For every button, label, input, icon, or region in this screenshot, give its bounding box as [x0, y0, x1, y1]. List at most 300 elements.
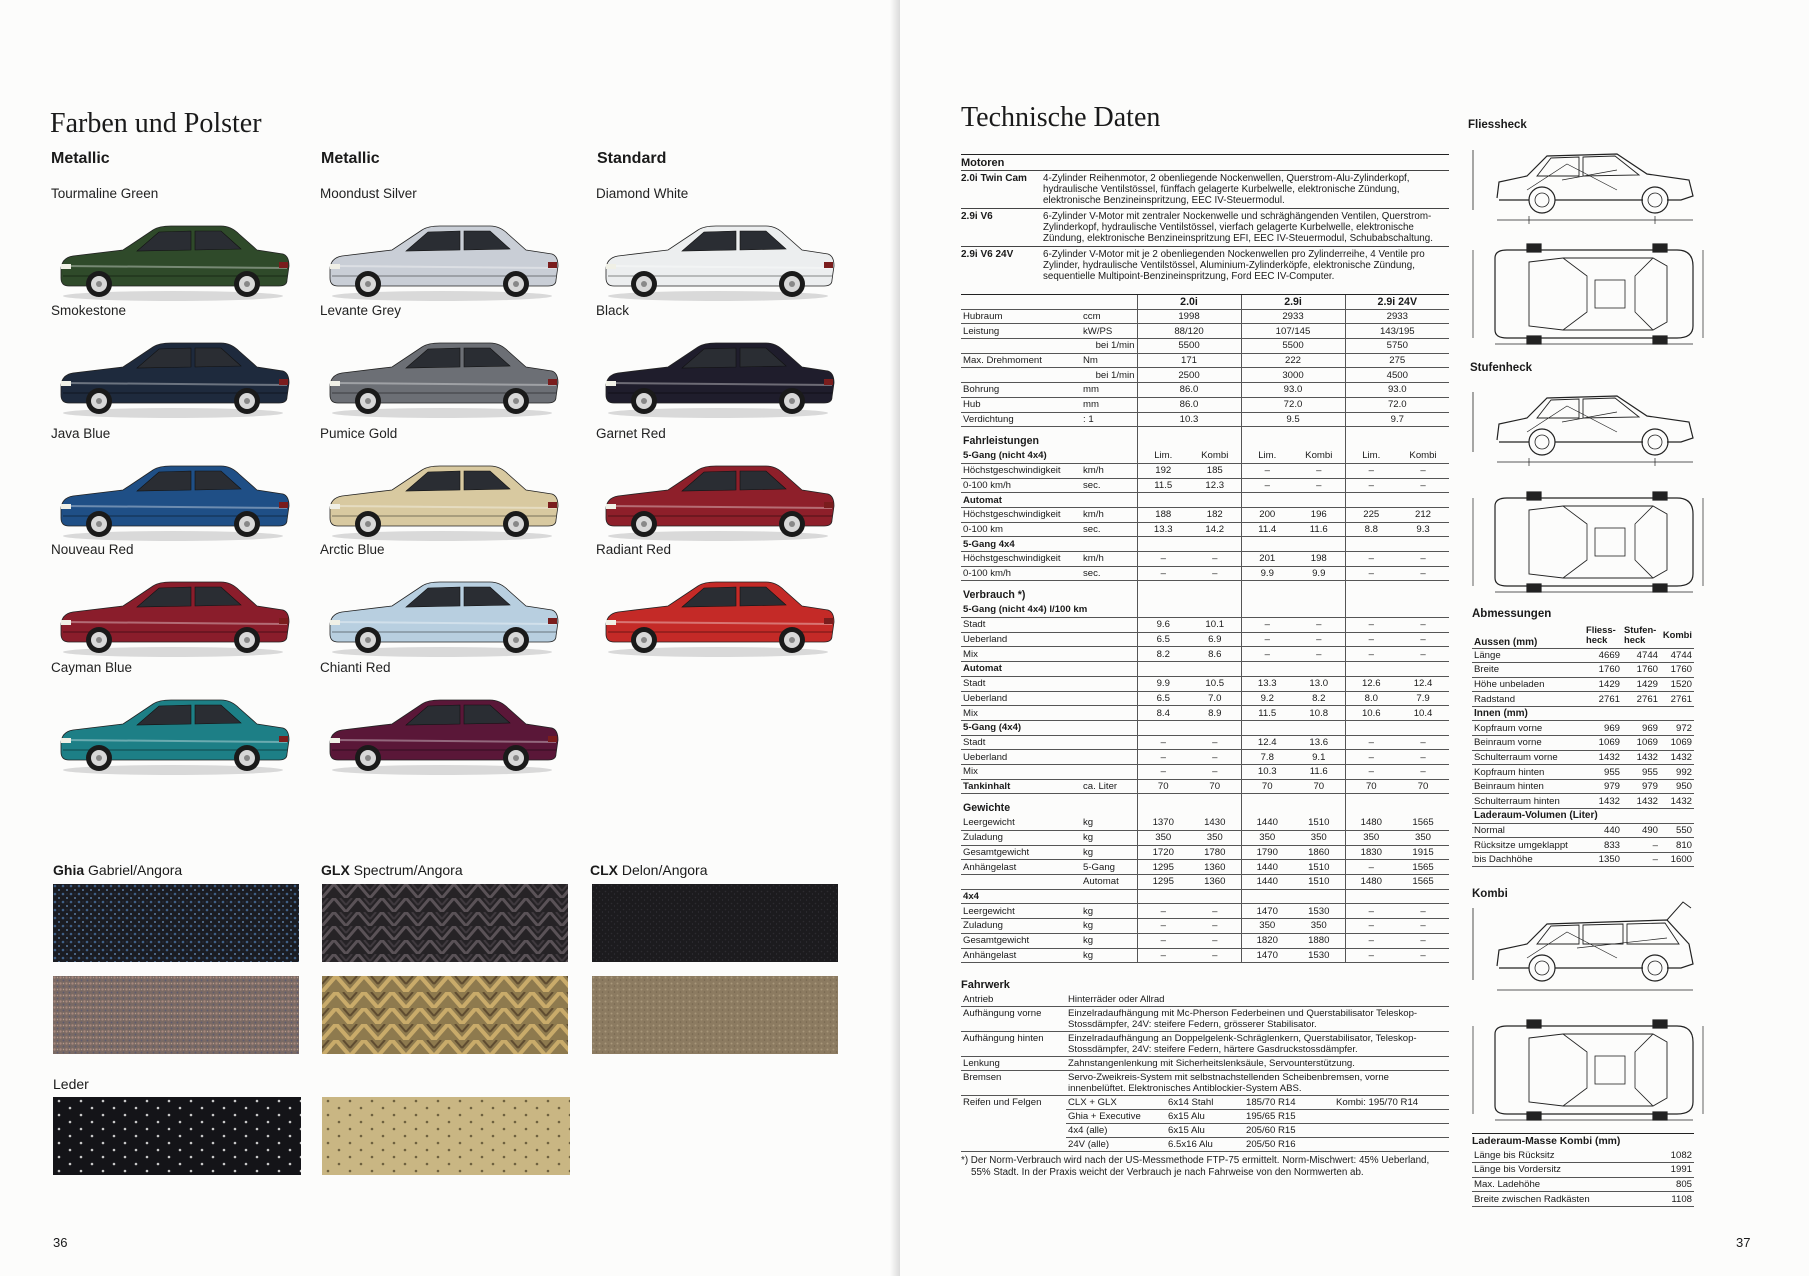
spec-value: 107/145	[1241, 324, 1345, 339]
spec-value: –	[1345, 860, 1397, 875]
laderaum-heading: Laderaum-Volumen (Liter)	[1472, 809, 1694, 824]
spec-label: 0-100 km/h	[961, 478, 1081, 493]
car-image	[320, 564, 560, 660]
spec-row	[961, 383, 1449, 398]
spec-value: 11.6	[1293, 764, 1345, 779]
dim-column-header: Kombi	[1660, 622, 1694, 648]
car-image	[596, 564, 836, 660]
spec-value: –	[1241, 632, 1293, 647]
spec-value: –	[1189, 764, 1241, 779]
car-swatch	[596, 303, 836, 421]
spec-value: 12.3	[1189, 478, 1241, 493]
dim-value: 1069	[1660, 736, 1694, 751]
fahrwerk-description: Einzelradaufhängung mit Mc-Pherson Federbeinen und Querstabilisator Teleskop-Stossdämpfer, 24V: steifere Federn, grösserer Stabilisator.	[1066, 1007, 1449, 1032]
spec-value: 1830	[1345, 845, 1397, 860]
fliessheck-side-drawing	[1467, 140, 1707, 228]
spec-value: 1510	[1293, 875, 1345, 890]
dim-header-row	[1472, 622, 1694, 648]
spec-row	[961, 412, 1449, 427]
spec-label: Zuladung	[961, 831, 1081, 846]
spec-value: –	[1137, 948, 1189, 963]
spec-row	[961, 676, 1449, 691]
spec-unit: : 1	[1081, 412, 1137, 427]
dim-label: Beinraum vorne	[1472, 736, 1584, 751]
dim-label: Rücksitze umgeklappt	[1472, 838, 1584, 853]
spec-value: –	[1345, 647, 1397, 662]
spec-label: Max. Drehmoment	[961, 353, 1081, 368]
spec-value: –	[1397, 632, 1449, 647]
laderaum-kombi-block	[1472, 1133, 1694, 1207]
spec-value: –	[1397, 463, 1449, 478]
spec-value: –	[1189, 933, 1241, 948]
spec-value: 7.9	[1397, 691, 1449, 706]
motor-name: 2.9i V6	[961, 211, 993, 222]
spec-value: 1480	[1345, 816, 1397, 831]
spec-value: –	[1189, 735, 1241, 750]
spec-label: Ueberland	[961, 691, 1081, 706]
spec-label	[961, 368, 1081, 383]
spec-unit: mm	[1081, 383, 1137, 398]
spec-value: 10.3	[1137, 412, 1241, 427]
spec-value: 1510	[1293, 860, 1345, 875]
car-swatch	[51, 303, 291, 421]
dim-row	[1472, 677, 1694, 692]
reifen-tire: 205/60 R15	[1244, 1124, 1334, 1138]
motor-row	[961, 208, 1449, 246]
spec-value: 11.5	[1241, 706, 1293, 721]
fabric-heading-glx: GLX Spectrum/Angora	[321, 862, 463, 878]
spec-value: –	[1293, 463, 1345, 478]
footnote: *) Der Norm-Verbrauch wird nach der US-Messmethode FTP-75 ermittelt. Norm-Mischwert: 45% Ueberland, 55% Stadt. In der Praxis weicht der Verbrauch je nach Fahrweise von den Normwerten ab.	[961, 1155, 1430, 1178]
dim-value: 1432	[1622, 794, 1660, 809]
fahrwerk-row	[961, 1057, 1449, 1071]
spec-value: 350	[1293, 919, 1345, 934]
reifen-note	[1334, 1124, 1449, 1138]
dim-value: 1520	[1660, 677, 1694, 692]
spec-value: 93.0	[1241, 383, 1345, 398]
dim-value: 979	[1584, 779, 1622, 794]
car-color-label: Java Blue	[51, 426, 111, 441]
dim-value: 1429	[1584, 677, 1622, 692]
spec-value: 1820	[1241, 933, 1293, 948]
fahrwerk-row	[961, 1032, 1449, 1057]
spec-row	[961, 647, 1449, 662]
spec-value: 2500	[1137, 368, 1241, 383]
dim-value: 1069	[1622, 736, 1660, 751]
spec-value: –	[1397, 735, 1449, 750]
spec-value: 198	[1293, 552, 1345, 567]
spec-value: –	[1345, 764, 1397, 779]
car-image	[320, 682, 560, 778]
spec-label: Leergewicht	[961, 816, 1081, 831]
car-swatch	[596, 426, 836, 544]
spec-value: 1440	[1241, 860, 1293, 875]
spec-value: –	[1345, 948, 1397, 963]
spec-value: 5500	[1241, 339, 1345, 354]
subsection-row	[961, 537, 1449, 552]
dim-value: 1432	[1660, 750, 1694, 765]
spec-value: 7.8	[1241, 750, 1293, 765]
fabric-swatch-glx-beige	[322, 976, 568, 1054]
right-page-title: Technische Daten	[961, 102, 1161, 133]
dim-row	[1472, 765, 1694, 780]
dim-value: 490	[1622, 823, 1660, 838]
engine-header: 2.0i	[1137, 295, 1241, 310]
section-heading-row	[961, 427, 1449, 449]
reifen-tire: 205/50 R16	[1244, 1138, 1334, 1152]
dim-value: 1991	[1642, 1163, 1694, 1178]
spec-row	[961, 845, 1449, 860]
spec-row	[961, 522, 1449, 537]
laderaum-kombi-row	[1472, 1148, 1694, 1163]
spec-unit: kg	[1081, 831, 1137, 846]
dim-label: Länge	[1472, 648, 1584, 663]
spec-row	[961, 339, 1449, 354]
spec-value: 6.9	[1189, 632, 1241, 647]
spec-value: 1790	[1241, 845, 1293, 860]
spec-value: –	[1137, 735, 1189, 750]
spec-row	[961, 552, 1449, 567]
spec-value: 275	[1345, 353, 1449, 368]
spec-label: Anhängelast	[961, 860, 1081, 875]
spec-label: Höchstgeschwindigkeit	[961, 507, 1081, 522]
dim-row	[1472, 823, 1694, 838]
car-swatch	[320, 660, 560, 778]
dim-value: 1432	[1584, 750, 1622, 765]
spec-value: 1860	[1293, 845, 1345, 860]
spec-value: –	[1397, 764, 1449, 779]
spec-value: 9.3	[1397, 522, 1449, 537]
fahrwerk-label: Bremsen	[961, 1071, 1066, 1096]
spec-value: 72.0	[1345, 397, 1449, 412]
spec-unit: sec.	[1081, 566, 1137, 581]
spec-value: 1530	[1293, 904, 1345, 919]
fabric-heading-clx: CLX Delon/Angora	[590, 862, 708, 878]
dim-value: 4669	[1584, 648, 1622, 663]
spec-value: 1470	[1241, 948, 1293, 963]
spec-value: 1530	[1293, 948, 1345, 963]
car-image	[320, 208, 560, 304]
spec-label: Hubraum	[961, 309, 1081, 324]
spec-value: 86.0	[1137, 397, 1241, 412]
spec-value: 350	[1137, 831, 1189, 846]
spec-unit: ca. Liter	[1081, 779, 1137, 794]
fahrwerk-label: Aufhängung vorne	[961, 1007, 1066, 1032]
spec-value: 9.9	[1293, 566, 1345, 581]
spec-value: –	[1137, 919, 1189, 934]
body-style-label: Lim.	[1241, 449, 1293, 464]
spec-value: –	[1189, 904, 1241, 919]
fabric-swatch-clx-beige	[592, 976, 838, 1054]
spec-row	[961, 632, 1449, 647]
spec-row	[961, 919, 1449, 934]
dimensions-table	[1472, 622, 1694, 867]
spec-value: 9.2	[1241, 691, 1293, 706]
spec-value: 93.0	[1345, 383, 1449, 398]
reifen-row	[961, 1096, 1449, 1110]
reifen-note: Kombi: 195/70 R14	[1334, 1096, 1449, 1110]
spec-value: –	[1345, 618, 1397, 633]
kombi-side-drawing	[1467, 898, 1707, 998]
spec-label: Leistung	[961, 324, 1081, 339]
spec-value: –	[1345, 566, 1397, 581]
spec-row	[961, 831, 1449, 846]
reifen-tire: 185/70 R14	[1244, 1096, 1334, 1110]
spec-unit: 5-Gang	[1081, 860, 1137, 875]
spec-value: 1565	[1397, 875, 1449, 890]
spec-label: Mix	[961, 647, 1081, 662]
spec-label: 0-100 km	[961, 522, 1081, 537]
spec-value: –	[1397, 647, 1449, 662]
spec-table	[961, 294, 1449, 963]
spec-value: –	[1293, 618, 1345, 633]
spec-value: 1480	[1345, 875, 1397, 890]
dim-column-header: Stufen- heck	[1622, 622, 1660, 648]
spec-unit: Nm	[1081, 353, 1137, 368]
fahrwerk-row	[961, 1007, 1449, 1032]
spec-value: 7.0	[1189, 691, 1241, 706]
spec-label: Verdichtung	[961, 412, 1081, 427]
spec-label: Zuladung	[961, 919, 1081, 934]
tech-data-block	[961, 154, 1449, 1178]
spec-value: 188	[1137, 507, 1189, 522]
spec-value: –	[1397, 948, 1449, 963]
body-style-header-row	[961, 449, 1449, 464]
laderaum-kombi-row	[1472, 1177, 1694, 1192]
dim-value: 955	[1584, 765, 1622, 780]
spec-value: 10.1	[1189, 618, 1241, 633]
car-image	[51, 564, 291, 660]
spec-value: –	[1241, 618, 1293, 633]
motor-name: 2.9i V6 24V	[961, 249, 1014, 260]
spec-value: –	[1189, 750, 1241, 765]
spec-value: 1880	[1293, 933, 1345, 948]
spec-unit: ccm	[1081, 309, 1137, 324]
spec-value: 10.8	[1293, 706, 1345, 721]
dim-row	[1472, 838, 1694, 853]
fahrwerk-heading: Fahrwerk	[961, 979, 1010, 992]
spec-value: 350	[1345, 831, 1397, 846]
spec-value: –	[1345, 735, 1397, 750]
spec-unit: sec.	[1081, 522, 1137, 537]
fabric-swatch-glx-dark	[322, 884, 568, 962]
spec-unit: kg	[1081, 904, 1137, 919]
dim-row	[1472, 692, 1694, 707]
spec-label: Gesamtgewicht	[961, 845, 1081, 860]
spec-value: 1370	[1137, 816, 1189, 831]
spec-value: –	[1137, 904, 1189, 919]
stufenheck-side-drawing	[1467, 382, 1707, 470]
dim-label: Kopfraum hinten	[1472, 765, 1584, 780]
spec-value: –	[1397, 566, 1449, 581]
column-heading-metallic-1: Metallic	[51, 150, 110, 167]
motor-row	[961, 170, 1449, 208]
spec-value: –	[1397, 750, 1449, 765]
dim-value: 979	[1622, 779, 1660, 794]
spec-value: 201	[1241, 552, 1293, 567]
spec-unit	[1081, 691, 1137, 706]
dim-row	[1472, 779, 1694, 794]
car-swatch	[51, 660, 291, 778]
spec-value: –	[1241, 478, 1293, 493]
reifen-rim: 6x15 Alu	[1166, 1110, 1244, 1124]
spec-value: 10.6	[1345, 706, 1397, 721]
spec-value: –	[1293, 647, 1345, 662]
spec-value: 12.4	[1397, 676, 1449, 691]
dim-label: Länge bis Rücksitz	[1472, 1148, 1642, 1163]
page-number-right: 37	[1736, 1235, 1751, 1250]
spec-value: –	[1241, 647, 1293, 662]
section-heading-row	[961, 794, 1449, 816]
spec-value: 350	[1241, 831, 1293, 846]
spec-value: 13.0	[1293, 676, 1345, 691]
spec-value: –	[1345, 552, 1397, 567]
spec-row	[961, 566, 1449, 581]
spec-value: 171	[1137, 353, 1241, 368]
spec-value: 8.2	[1137, 647, 1189, 662]
car-image	[51, 325, 291, 421]
spec-label: Ueberland	[961, 750, 1081, 765]
spec-label: Höchstgeschwindigkeit	[961, 463, 1081, 478]
spec-value: 8.8	[1345, 522, 1397, 537]
dim-subheading-row	[1472, 706, 1694, 721]
spec-unit: bei 1/min	[1081, 368, 1137, 383]
right-page	[900, 0, 1809, 1276]
dim-value: 4744	[1660, 648, 1694, 663]
car-color-label: Cayman Blue	[51, 660, 133, 675]
spec-value: 1360	[1189, 875, 1241, 890]
spec-unit: km/h	[1081, 463, 1137, 478]
spec-row	[961, 324, 1449, 339]
spec-value: 8.4	[1137, 706, 1189, 721]
spec-label: Bohrung	[961, 383, 1081, 398]
reifen-trim: CLX + GLX	[1066, 1096, 1166, 1110]
spec-row	[961, 397, 1449, 412]
dim-value: 1432	[1660, 794, 1694, 809]
kombi-top-drawing	[1467, 1016, 1707, 1124]
dim-row	[1472, 750, 1694, 765]
spec-row	[961, 309, 1449, 324]
spec-value: 8.6	[1189, 647, 1241, 662]
spec-label: Stadt	[961, 735, 1081, 750]
dim-value: 950	[1660, 779, 1694, 794]
motor-name: 2.0i Twin Cam	[961, 173, 1027, 184]
spec-row	[961, 353, 1449, 368]
spec-row	[961, 463, 1449, 478]
spec-unit: kg	[1081, 919, 1137, 934]
car-image	[51, 208, 291, 304]
spec-value: 1998	[1137, 309, 1241, 324]
spec-value: 1565	[1397, 816, 1449, 831]
spec-value: 9.9	[1137, 676, 1189, 691]
spec-value: 9.5	[1241, 412, 1345, 427]
leather-heading: Leder	[53, 1076, 89, 1092]
dim-subheading-row	[1472, 809, 1694, 824]
spec-unit: kW/PS	[1081, 324, 1137, 339]
dim-value: 955	[1622, 765, 1660, 780]
spec-row	[961, 618, 1449, 633]
fahrwerk-description: Einzelradaufhängung an Doppelgelenk-Schräglenkern, Querstabilisator, Teleskop-Stossdämpfer, 24V: steifere Federn, härtere Gasdruckstossdämpfer.	[1066, 1032, 1449, 1057]
dim-value: 992	[1660, 765, 1694, 780]
spec-row	[961, 706, 1449, 721]
spec-value: 10.3	[1241, 764, 1293, 779]
dim-label: Normal	[1472, 823, 1584, 838]
spec-value: 70	[1345, 779, 1397, 794]
spec-unit: Automat	[1081, 875, 1137, 890]
dimensions-block	[1472, 622, 1694, 867]
dim-row	[1472, 663, 1694, 678]
reifen-rim: 6.5x16 Alu	[1166, 1138, 1244, 1152]
fabric-swatch-clx-dark	[592, 884, 838, 962]
car-image	[596, 325, 836, 421]
spec-value: –	[1397, 618, 1449, 633]
reifen-trim: 24V (alle)	[1066, 1138, 1166, 1152]
spec-value: 1565	[1397, 860, 1449, 875]
dim-label: Schulterraum vorne	[1472, 750, 1584, 765]
spec-unit	[1081, 750, 1137, 765]
spec-unit	[1081, 632, 1137, 647]
dim-label: Breite	[1472, 663, 1584, 678]
abmessungen-heading: Abmessungen	[1472, 608, 1552, 620]
reifen-label: Reifen und Felgen	[961, 1096, 1066, 1152]
spec-value: 350	[1189, 831, 1241, 846]
motor-row	[961, 246, 1449, 284]
car-color-label: Radiant Red	[596, 542, 672, 557]
spec-value: 14.2	[1189, 522, 1241, 537]
spec-value: –	[1189, 919, 1241, 934]
engine-header: 2.9i	[1241, 295, 1345, 310]
leather-swatch-black	[53, 1097, 301, 1175]
spec-row	[961, 933, 1449, 948]
subsection-label: 4x4	[961, 889, 1137, 904]
dim-value: 1600	[1660, 852, 1694, 867]
spec-value: 350	[1397, 831, 1449, 846]
fahrwerk-row	[961, 1071, 1449, 1096]
dim-row	[1472, 736, 1694, 751]
car-image	[596, 448, 836, 544]
spec-value: 9.7	[1345, 412, 1449, 427]
dim-value: –	[1622, 852, 1660, 867]
spec-value: 11.5	[1137, 478, 1189, 493]
dim-value: 440	[1584, 823, 1622, 838]
spec-row	[961, 875, 1449, 890]
body-style-label: Kombi	[1189, 449, 1241, 464]
spec-unit	[1081, 706, 1137, 721]
fahrwerk-label: Lenkung	[961, 1057, 1066, 1071]
column-heading-metallic-2: Metallic	[321, 150, 380, 167]
spec-value: 13.3	[1241, 676, 1293, 691]
spec-value: –	[1189, 552, 1241, 567]
aussen-heading: Aussen (mm)	[1472, 622, 1584, 648]
spec-label: Ueberland	[961, 632, 1081, 647]
kombi-heading: Kombi	[1472, 888, 1508, 900]
body-style-label: Lim.	[1137, 449, 1189, 464]
spec-label	[961, 875, 1081, 890]
fliessheck-top-drawing	[1467, 240, 1707, 348]
car-image	[320, 325, 560, 421]
car-swatch	[51, 426, 291, 544]
dim-value: –	[1622, 838, 1660, 853]
spec-value: 1430	[1189, 816, 1241, 831]
spec-value: 12.4	[1241, 735, 1293, 750]
dim-value: 969	[1584, 721, 1622, 736]
subsection-row	[961, 889, 1449, 904]
spec-value: 1295	[1137, 860, 1189, 875]
car-image	[320, 448, 560, 544]
spec-label	[961, 339, 1081, 354]
spec-value: 70	[1137, 779, 1189, 794]
reifen-rim: 6x14 Stahl	[1166, 1096, 1244, 1110]
